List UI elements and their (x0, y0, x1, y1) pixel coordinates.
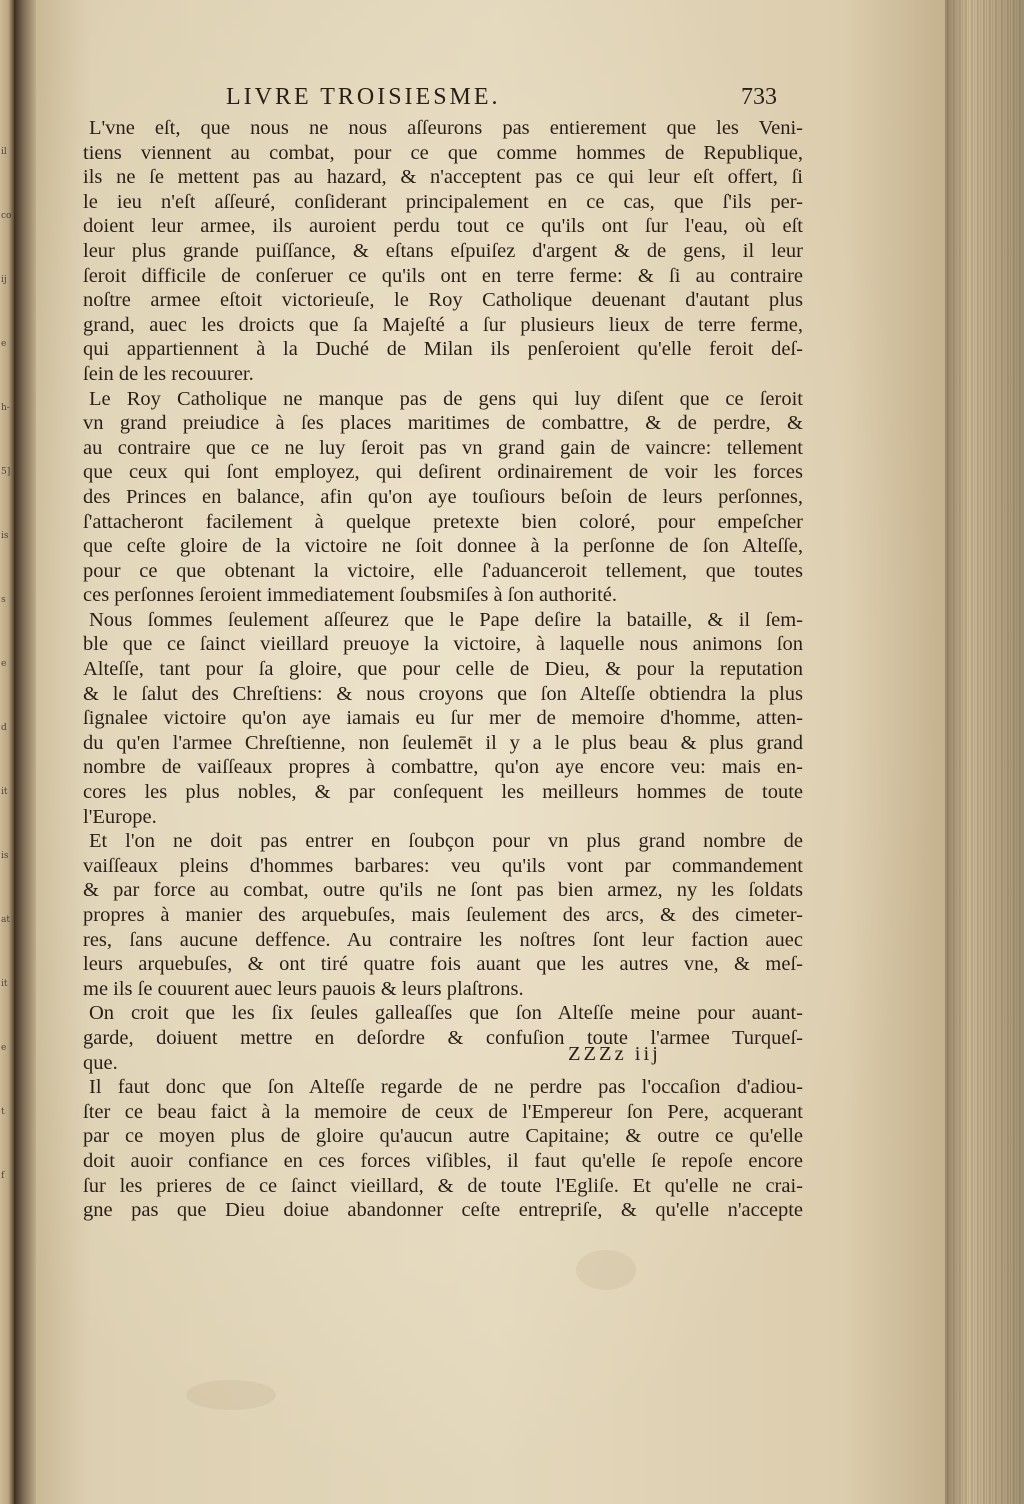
text-line: Le Roy Catholique ne manque pas de gens qui luy diſent que ce ſeroit (89, 387, 803, 410)
text-line: garde, doiuent mettre en deſordre & confuſion toute l'armee Turqueſ- (83, 1026, 803, 1049)
text-line: ble que ce ſainct vieillard preuoye la victoire, à laquelle nous animons ſon (83, 633, 803, 656)
text-line: qui appartiennent à la Duché de Milan ils penſeroient qu'elle feroit deſ- (83, 338, 803, 361)
text-line: me ils ſe couurent auec leurs pauois & leurs plaſtrons. (83, 977, 524, 1000)
body-text (83, 116, 803, 1223)
text-line: ſur les prieres de ce ſainct vieillard, & de toute l'Egliſe. Et qu'elle ne crai- (83, 1174, 803, 1197)
text-line: l'Europe. (83, 805, 157, 828)
text-line: que ceux qui ſont employez, qui deſirent ordinairement de voir les forces (83, 461, 803, 484)
text-line: ſignalee victoire qu'on aye iamais eu ſur mer de memoire d'homme, atten- (83, 707, 803, 730)
text-line: tiens viennent au combat, pour ce que comme hommes de Republique, (83, 141, 803, 164)
text-line: pour ce que obtenant la victoire, elle ſ'aduanceroit tellement, que toutes (83, 559, 803, 582)
text-line: Alteſſe, tant pour ſa gloire, que pour celle de Dieu, & pour la reputation (83, 658, 803, 681)
text-line: Il faut donc que ſon Alteſſe regarde de ne perdre pas l'occaſion d'adiou- (89, 1076, 803, 1099)
text-line: au contraire que ce ne luy ſeroit pas vn grand gain de vaincre: tellement (83, 436, 803, 459)
text-line: Et l'on ne doit pas entrer en ſoubçon pour vn plus grand nombre de (89, 830, 803, 853)
text-line: res, ſans aucune deffence. Au contraire les noſtres ſont leur faction auec (83, 928, 803, 951)
paper-stain (576, 1250, 636, 1290)
paper-stain (186, 1380, 276, 1410)
text-line: que ceſte gloire de la victoire ne ſoit donnee à la perſonne de ſon Alteſſe, (83, 535, 803, 558)
text-line: grand, auec les droicts que ſa Majeſté a ſur plusieurs lieux de terre ferme, (83, 313, 803, 336)
text-line: leurs arquebuſes, & ont tiré quatre fois auant que les autres vne, & meſ- (83, 953, 803, 976)
text-line: vaiſſeaux pleins d'hommes barbares: veu qu'ils vont par commandement (83, 854, 803, 877)
text-line: doit auoir confiance en ces forces viſibles, il faut qu'elle ſe repoſe encore (83, 1149, 803, 1172)
text-line: le ieu n'eſt aſſeuré, conſiderant principalement en ce cas, que ſ'ils per- (83, 190, 803, 213)
text-line: On croit que les ſix ſeules galleaſſes que ſon Alteſſe meine pour auant- (89, 1002, 803, 1025)
text-line: & par force au combat, outre qu'ils ne ſont pas bien armez, ny les ſoldats (83, 879, 803, 902)
text-line: des Princes en balance, afin qu'on aye touſiours beſoin de leurs perſonnes, (83, 485, 803, 508)
text-line: doient leur armee, ils auroient perdu tout ce qu'ils ont ſur l'eau, où eſt (83, 215, 803, 238)
running-head: LIVRE TROISIESME. (226, 84, 501, 110)
text-line: noſtre armee eſtoit victorieuſe, le Roy Catholique deuenant d'autant plus (83, 289, 803, 312)
text-line: ſein de les recouurer. (83, 362, 254, 385)
text-line: du qu'en l'armee Chreſtienne, non ſeulemēt il y a le plus beau & plus grand (83, 731, 803, 754)
text-line: par ce moyen plus de gloire qu'aucun autre Capitaine; & outre ce qu'elle (83, 1125, 803, 1148)
book-page (36, 0, 954, 1504)
text-line: ſ'attacheront facilement à quelque pretexte bien coloré, pour empeſcher (83, 510, 803, 533)
text-line: nombre de vaiſſeaux propres à combattre, qu'on aye encore veu: mais en- (83, 756, 803, 779)
text-line: leur plus grande puiſſance, & eſtans eſpuiſez d'argent & de gens, il leur (83, 239, 803, 262)
text-line: & le ſalut des Chreſtiens: & nous croyons que ſon Alteſſe obtiendra la plus (83, 682, 803, 705)
facing-page-margin-fragments: il co ij e h- 5] is s e d it is at it e t f (1, 147, 12, 1181)
text-line: ils ne ſe mettent pas au hazard, & n'acceptent pas ce qui leur eſt offert, ſi (83, 166, 803, 189)
text-line: ſeroit difficile de conſeruer ce qu'ils ont en terre ferme: & ſi au contraire (83, 264, 803, 287)
text-line: ſter ce beau faict à la memoire de ceux de l'Empereur ſon Pere, acquerant (83, 1100, 803, 1123)
text-line: L'vne eſt, que nous ne nous aſſeurons pas entierement que les Veni- (89, 117, 803, 139)
signature-mark: ZZZz iij (568, 1043, 661, 1065)
text-line: gne pas que Dieu doiue abandonner ceſte entrepriſe, & qu'elle n'accepte (83, 1199, 803, 1222)
text-line: propres à manier des arquebuſes, mais ſeulement des arcs, & des cimeter- (83, 904, 803, 926)
page-block-edges (945, 0, 1024, 1504)
text-line: que. (83, 1051, 118, 1074)
text-line: ces perſonnes ſeroient immediatement ſoubsmiſes à ſon authorité. (83, 584, 617, 607)
text-line: cores les plus nobles, & par conſequent les meilleurs hommes de toute (83, 781, 803, 804)
text-line: vn grand preiudice à ſes places maritimes de combattre, & de perdre, & (83, 412, 803, 435)
text-line: Nous ſommes ſeulement aſſeurez que le Pape deſire la bataille, & il ſem- (89, 608, 803, 631)
page-number: 733 (741, 84, 777, 110)
